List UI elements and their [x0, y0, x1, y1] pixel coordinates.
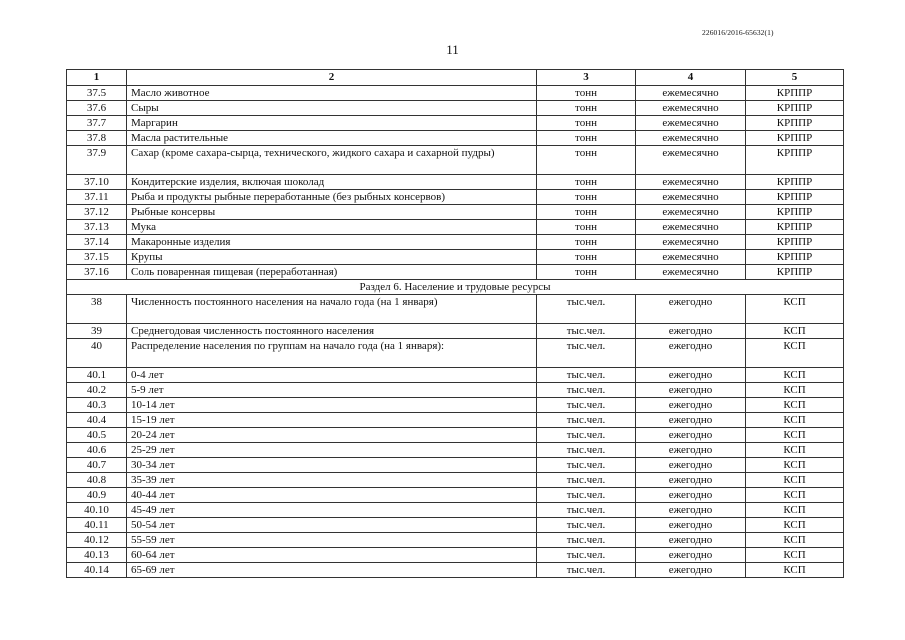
- row-form: КСП: [746, 473, 844, 488]
- table-row: [67, 190, 844, 205]
- row-unit: тыс.чел.: [537, 503, 636, 518]
- row-indicator: 50-54 лет: [127, 518, 537, 533]
- row-form: КСП: [746, 339, 844, 368]
- row-unit: тонн: [537, 265, 636, 280]
- row-form: КРППР: [746, 116, 844, 131]
- row-unit: тыс.чел.: [537, 533, 636, 548]
- row-periodicity: ежемесячно: [636, 250, 746, 265]
- row-number: 37.16: [67, 265, 127, 280]
- row-indicator: Кондитерские изделия, включая шоколад: [127, 175, 537, 190]
- row-unit: тонн: [537, 175, 636, 190]
- row-number: 40.4: [67, 413, 127, 428]
- row-indicator: 30-34 лет: [127, 458, 537, 473]
- row-periodicity: ежемесячно: [636, 116, 746, 131]
- row-form: КРППР: [746, 220, 844, 235]
- row-number: 37.7: [67, 116, 127, 131]
- table-row: [67, 413, 844, 428]
- row-unit: тыс.чел.: [537, 339, 636, 368]
- row-unit: тыс.чел.: [537, 428, 636, 443]
- row-indicator: Крупы: [127, 250, 537, 265]
- row-form: КСП: [746, 503, 844, 518]
- row-periodicity: ежегодно: [636, 339, 746, 368]
- document-id: 226016/2016-65632(1): [702, 28, 774, 37]
- row-indicator: Макаронные изделия: [127, 235, 537, 250]
- row-form: КСП: [746, 548, 844, 563]
- row-indicator: Рыбные консервы: [127, 205, 537, 220]
- table-row: [67, 383, 844, 398]
- row-indicator: Соль поваренная пищевая (переработанная): [127, 265, 537, 280]
- row-periodicity: ежегодно: [636, 563, 746, 578]
- row-indicator: 45-49 лет: [127, 503, 537, 518]
- row-unit: тыс.чел.: [537, 518, 636, 533]
- row-form: КРППР: [746, 235, 844, 250]
- table-body: [67, 86, 844, 578]
- row-unit: тыс.чел.: [537, 368, 636, 383]
- row-indicator: 10-14 лет: [127, 398, 537, 413]
- row-form: КСП: [746, 413, 844, 428]
- row-number: 40.10: [67, 503, 127, 518]
- row-periodicity: ежегодно: [636, 413, 746, 428]
- row-form: КСП: [746, 368, 844, 383]
- table-row: [67, 533, 844, 548]
- row-indicator: 0-4 лет: [127, 368, 537, 383]
- row-periodicity: ежемесячно: [636, 131, 746, 146]
- row-periodicity: ежемесячно: [636, 220, 746, 235]
- row-unit: тонн: [537, 235, 636, 250]
- row-periodicity: ежемесячно: [636, 86, 746, 101]
- row-number: 40.2: [67, 383, 127, 398]
- row-number: 40.11: [67, 518, 127, 533]
- row-periodicity: ежегодно: [636, 518, 746, 533]
- row-unit: тыс.чел.: [537, 413, 636, 428]
- table-header: [67, 70, 844, 86]
- row-indicator: 40-44 лет: [127, 488, 537, 503]
- row-unit: тонн: [537, 131, 636, 146]
- row-periodicity: ежегодно: [636, 295, 746, 324]
- row-form: КСП: [746, 443, 844, 458]
- header-col-3: 3: [537, 70, 636, 86]
- row-periodicity: ежегодно: [636, 398, 746, 413]
- table-row: [67, 86, 844, 101]
- row-unit: тыс.чел.: [537, 383, 636, 398]
- table-row: [67, 131, 844, 146]
- header-row: [67, 70, 844, 86]
- row-unit: тонн: [537, 205, 636, 220]
- table-row: [67, 563, 844, 578]
- row-indicator: 20-24 лет: [127, 428, 537, 443]
- table-row: [67, 339, 844, 368]
- row-form: КСП: [746, 518, 844, 533]
- row-unit: тонн: [537, 220, 636, 235]
- section-title: Раздел 6. Население и трудовые ресурсы: [67, 280, 844, 295]
- row-indicator: 5-9 лет: [127, 383, 537, 398]
- table-row: [67, 368, 844, 383]
- row-form: КРППР: [746, 205, 844, 220]
- row-periodicity: ежегодно: [636, 488, 746, 503]
- row-indicator: 55-59 лет: [127, 533, 537, 548]
- row-unit: тыс.чел.: [537, 443, 636, 458]
- table-row: [67, 235, 844, 250]
- table-row: [67, 250, 844, 265]
- row-number: 37.11: [67, 190, 127, 205]
- row-periodicity: ежемесячно: [636, 205, 746, 220]
- row-number: 37.14: [67, 235, 127, 250]
- row-number: 37.5: [67, 86, 127, 101]
- row-periodicity: ежегодно: [636, 443, 746, 458]
- row-unit: тонн: [537, 146, 636, 175]
- row-form: КСП: [746, 428, 844, 443]
- table-row: [67, 458, 844, 473]
- row-number: 40.8: [67, 473, 127, 488]
- row-unit: тыс.чел.: [537, 563, 636, 578]
- row-unit: тыс.чел.: [537, 473, 636, 488]
- row-number: 37.6: [67, 101, 127, 116]
- row-number: 40.14: [67, 563, 127, 578]
- row-number: 37.13: [67, 220, 127, 235]
- row-form: КРППР: [746, 250, 844, 265]
- table-row: [67, 265, 844, 280]
- row-unit: тыс.чел.: [537, 324, 636, 339]
- table-row: [67, 101, 844, 116]
- row-number: 40.6: [67, 443, 127, 458]
- row-periodicity: ежегодно: [636, 428, 746, 443]
- row-indicator: Масло животное: [127, 86, 537, 101]
- row-periodicity: ежегодно: [636, 383, 746, 398]
- row-number: 37.12: [67, 205, 127, 220]
- row-form: КРППР: [746, 265, 844, 280]
- row-form: КРППР: [746, 131, 844, 146]
- row-number: 40.5: [67, 428, 127, 443]
- row-periodicity: ежегодно: [636, 368, 746, 383]
- row-periodicity: ежегодно: [636, 548, 746, 563]
- header-col-5: 5: [746, 70, 844, 86]
- row-periodicity: ежегодно: [636, 458, 746, 473]
- row-indicator: Мука: [127, 220, 537, 235]
- row-form: КРППР: [746, 86, 844, 101]
- row-periodicity: ежемесячно: [636, 101, 746, 116]
- row-indicator: 35-39 лет: [127, 473, 537, 488]
- table-row: [67, 518, 844, 533]
- table-row: [67, 548, 844, 563]
- row-form: КРППР: [746, 175, 844, 190]
- page-number: 11: [446, 42, 459, 57]
- row-indicator: 25-29 лет: [127, 443, 537, 458]
- header-col-2: 2: [127, 70, 537, 86]
- row-periodicity: ежегодно: [636, 533, 746, 548]
- row-form: КСП: [746, 533, 844, 548]
- row-unit: тыс.чел.: [537, 295, 636, 324]
- row-form: КСП: [746, 458, 844, 473]
- row-indicator: Распределение населения по группам на начало года (на 1 января):: [127, 339, 537, 368]
- table-row: [67, 473, 844, 488]
- row-unit: тонн: [537, 250, 636, 265]
- row-form: КСП: [746, 488, 844, 503]
- row-form: КРППР: [746, 101, 844, 116]
- row-periodicity: ежегодно: [636, 473, 746, 488]
- row-indicator: Среднегодовая численность постоянного населения: [127, 324, 537, 339]
- row-number: 37.8: [67, 131, 127, 146]
- row-periodicity: ежемесячно: [636, 175, 746, 190]
- row-periodicity: ежегодно: [636, 324, 746, 339]
- row-indicator: Численность постоянного населения на начало года (на 1 января): [127, 295, 537, 324]
- table-row: [67, 443, 844, 458]
- row-number: 38: [67, 295, 127, 324]
- row-form: КСП: [746, 324, 844, 339]
- row-number: 40: [67, 339, 127, 368]
- table-row: [67, 428, 844, 443]
- header-col-4: 4: [636, 70, 746, 86]
- row-indicator: 60-64 лет: [127, 548, 537, 563]
- row-periodicity: ежегодно: [636, 503, 746, 518]
- row-periodicity: ежемесячно: [636, 265, 746, 280]
- table-row: [67, 488, 844, 503]
- row-unit: тонн: [537, 116, 636, 131]
- row-number: 37.10: [67, 175, 127, 190]
- row-number: 39: [67, 324, 127, 339]
- table-row: [67, 205, 844, 220]
- row-unit: тонн: [537, 86, 636, 101]
- row-indicator: Маргарин: [127, 116, 537, 131]
- row-indicator: Рыба и продукты рыбные переработанные (без рыбных консервов): [127, 190, 537, 205]
- row-number: 40.1: [67, 368, 127, 383]
- table-row: [67, 398, 844, 413]
- row-indicator: Сахар (кроме сахара-сырца, технического, жидкого сахара и сахарной пудры): [127, 146, 537, 175]
- row-form: КСП: [746, 563, 844, 578]
- row-form: КСП: [746, 295, 844, 324]
- table-row: [67, 324, 844, 339]
- table-row: [67, 503, 844, 518]
- row-periodicity: ежемесячно: [636, 190, 746, 205]
- row-number: 40.12: [67, 533, 127, 548]
- row-number: 40.3: [67, 398, 127, 413]
- row-unit: тыс.чел.: [537, 458, 636, 473]
- row-form: КРППР: [746, 190, 844, 205]
- table-row: [67, 146, 844, 175]
- table-row: [67, 116, 844, 131]
- row-unit: тонн: [537, 190, 636, 205]
- header-col-1: 1: [67, 70, 127, 86]
- row-form: КСП: [746, 383, 844, 398]
- row-number: 37.9: [67, 146, 127, 175]
- row-indicator: Сыры: [127, 101, 537, 116]
- row-form: КРППР: [746, 146, 844, 175]
- row-indicator: 65-69 лет: [127, 563, 537, 578]
- statistics-table: [66, 69, 844, 578]
- row-number: 40.13: [67, 548, 127, 563]
- row-number: 40.7: [67, 458, 127, 473]
- row-unit: тонн: [537, 101, 636, 116]
- row-number: 40.9: [67, 488, 127, 503]
- row-unit: тыс.чел.: [537, 398, 636, 413]
- row-number: 37.15: [67, 250, 127, 265]
- row-unit: тыс.чел.: [537, 548, 636, 563]
- table-row: [67, 175, 844, 190]
- row-indicator: 15-19 лет: [127, 413, 537, 428]
- section-row: [67, 280, 844, 295]
- row-periodicity: ежемесячно: [636, 146, 746, 175]
- row-indicator: Масла растительные: [127, 131, 537, 146]
- table-row: [67, 295, 844, 324]
- table-row: [67, 220, 844, 235]
- row-periodicity: ежемесячно: [636, 235, 746, 250]
- row-form: КСП: [746, 398, 844, 413]
- row-unit: тыс.чел.: [537, 488, 636, 503]
